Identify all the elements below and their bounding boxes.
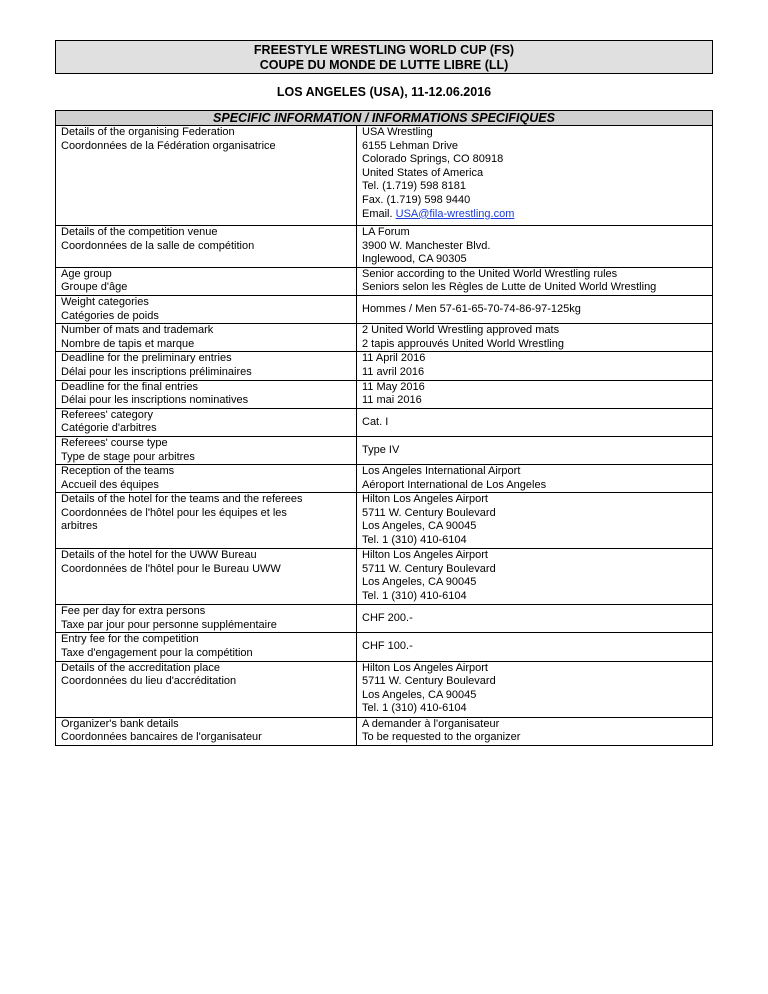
label-fr: Coordonnées de la Fédération organisatrice xyxy=(61,139,276,152)
label-fr: Catégorie d'arbitres xyxy=(61,422,157,435)
value-line: Hilton Los Angeles Airport xyxy=(362,661,488,674)
value-line: 11 avril 2016 xyxy=(362,365,425,378)
value-line: 5711 W. Century Boulevard xyxy=(362,506,496,519)
value-line: Tel. 1 (310) 410-6104 xyxy=(362,702,467,715)
label-fr: Coordonnées du lieu d'accréditation xyxy=(61,675,237,688)
table-row xyxy=(56,380,713,408)
row-value xyxy=(357,226,713,268)
label-en: Referees' course type xyxy=(61,436,168,449)
value-line: Aéroport International de Los Angeles xyxy=(362,478,547,491)
value-line: 11 mai 2016 xyxy=(362,394,422,407)
row-value xyxy=(357,717,713,745)
value-line: Tel. 1 (310) 410-6104 xyxy=(362,590,467,603)
table-row xyxy=(56,493,713,549)
value-line: Cat. I xyxy=(362,415,389,428)
table-row xyxy=(56,295,713,323)
row-value xyxy=(357,633,713,661)
label-fr: Accueil des équipes xyxy=(61,478,159,491)
table-row xyxy=(56,352,713,380)
row-value xyxy=(357,267,713,295)
row-label xyxy=(56,324,357,352)
row-label xyxy=(56,633,357,661)
label-fr: Délai pour les inscriptions préliminaires xyxy=(61,365,252,378)
row-label xyxy=(56,493,357,549)
value-line: Los Angeles, CA 90045 xyxy=(362,520,477,533)
value-line: Tel. 1 (310) 410-6104 xyxy=(362,534,467,547)
value-line: Los Angeles, CA 90045 xyxy=(362,688,477,701)
value-line: 6155 Lehman Drive xyxy=(362,139,459,152)
value-line: CHF 100.- xyxy=(362,640,413,653)
value-line: Type IV xyxy=(362,443,400,456)
label-en: Age group xyxy=(61,267,112,280)
value-line: 11 April 2016 xyxy=(362,352,426,365)
document-title-box xyxy=(55,40,713,74)
value-line: 11 May 2016 xyxy=(362,380,425,393)
row-label xyxy=(56,605,357,633)
label-en: Details of the hotel for the teams and the referees xyxy=(61,493,303,506)
table-row xyxy=(56,408,713,436)
section-header: SPECIFIC INFORMATION / INFORMATIONS SPECIFIQUES xyxy=(55,110,713,126)
row-value xyxy=(357,295,713,323)
label-fr: Coordonnées bancaires de l'organisateur xyxy=(61,731,262,744)
label-fr: Taxe par jour pour personne supplémentaire xyxy=(61,618,277,631)
value-line: Colorado Springs, CO 80918 xyxy=(362,153,504,166)
row-label xyxy=(56,661,357,717)
table-row xyxy=(56,126,713,226)
row-value xyxy=(357,126,713,226)
value-line: 5711 W. Century Boulevard xyxy=(362,562,496,575)
label-en: Reception of the teams xyxy=(61,465,175,478)
info-table xyxy=(55,125,713,746)
label-fr: Groupe d'âge xyxy=(61,281,128,294)
value-line: Fax. (1.719) 598 9440 xyxy=(362,193,471,206)
label-fr: Nombre de tapis et marque xyxy=(61,337,195,350)
table-row xyxy=(56,324,713,352)
label-fr: Type de stage pour arbitres xyxy=(61,450,195,463)
event-location-date: LOS ANGELES (USA), 11-12.06.2016 xyxy=(276,85,492,99)
title-line-1: FREESTYLE WRESTLING WORLD CUP (FS) xyxy=(253,43,515,57)
table-row xyxy=(56,633,713,661)
value-line: Los Angeles, CA 90045 xyxy=(362,576,477,589)
value-line: Inglewood, CA 90305 xyxy=(362,253,467,266)
row-label xyxy=(56,226,357,268)
row-value xyxy=(357,352,713,380)
label-fr: Taxe d'engagement pour la compétition xyxy=(61,647,253,660)
value-line: Tel. (1.719) 598 8181 xyxy=(362,180,466,193)
value-line: Seniors selon les Règles de Lutte de United World Wrestling xyxy=(362,281,657,294)
label-fr: Catégories de poids xyxy=(61,309,159,322)
label-en: Organizer's bank details xyxy=(61,717,179,730)
row-label xyxy=(56,352,357,380)
row-label xyxy=(56,408,357,436)
label-en: Details of the competition venue xyxy=(61,226,218,238)
label-en: Entry fee for the competition xyxy=(61,633,199,646)
row-label xyxy=(56,436,357,464)
label-fr: Coordonnées de l'hôtel pour les équipes et les xyxy=(61,506,287,519)
row-value xyxy=(357,380,713,408)
label-en: Details of the hotel for the UWW Bureau xyxy=(61,549,257,562)
value-line: 2 United World Wrestling approved mats xyxy=(362,324,560,337)
label-en: Deadline for the preliminary entries xyxy=(61,352,232,365)
value-line: Los Angeles International Airport xyxy=(362,465,521,478)
value-line: LA Forum xyxy=(362,226,410,238)
value-line: CHF 200.- xyxy=(362,612,413,625)
row-value xyxy=(357,436,713,464)
row-label xyxy=(56,380,357,408)
value-line: Hilton Los Angeles Airport xyxy=(362,549,488,562)
row-value xyxy=(357,549,713,605)
value-line: Hommes / Men 57-61-65-70-74-86-97-125kg xyxy=(362,302,581,315)
table-row xyxy=(56,605,713,633)
row-value xyxy=(357,324,713,352)
label-en: Deadline for the final entries xyxy=(61,380,198,393)
label-en: Referees' category xyxy=(61,408,153,421)
table-row xyxy=(56,549,713,605)
row-label xyxy=(56,267,357,295)
table-row xyxy=(56,661,713,717)
table-row xyxy=(56,436,713,464)
table-row xyxy=(56,267,713,295)
title-line-2: COUPE DU MONDE DE LUTTE LIBRE (LL) xyxy=(259,58,509,72)
value-line: Senior according to the United World Wrestling rules xyxy=(362,267,618,280)
label-en: Details of the organising Federation xyxy=(61,126,235,138)
row-value xyxy=(357,661,713,717)
value-line: 5711 W. Century Boulevard xyxy=(362,675,496,688)
value-line: 2 tapis approuvés United World Wrestling xyxy=(362,337,564,350)
value-line: 3900 W. Manchester Blvd. xyxy=(362,239,491,252)
table-row xyxy=(56,465,713,493)
email-link[interactable]: USA@fila-wrestling.com xyxy=(395,207,515,220)
row-label xyxy=(56,126,357,226)
row-label xyxy=(56,465,357,493)
label-en: Fee per day for extra persons xyxy=(61,605,206,618)
value-line: USA Wrestling xyxy=(362,126,433,138)
table-row xyxy=(56,717,713,745)
label-fr: arbitres xyxy=(61,520,98,533)
label-fr: Coordonnées de la salle de compétition xyxy=(61,239,255,252)
label-en: Weight categories xyxy=(61,295,149,308)
row-value xyxy=(357,605,713,633)
label-en: Number of mats and trademark xyxy=(61,324,214,337)
label-fr: Coordonnées de l'hôtel pour le Bureau UWW xyxy=(61,562,281,575)
value-line: United States of America xyxy=(362,166,484,179)
row-label xyxy=(56,549,357,605)
table-row xyxy=(56,226,713,268)
row-value xyxy=(357,408,713,436)
value-line: A demander à l'organisateur xyxy=(362,717,500,730)
row-label xyxy=(56,717,357,745)
value-line: Hilton Los Angeles Airport xyxy=(362,493,488,506)
email-line xyxy=(362,208,707,222)
email-prefix: Email. xyxy=(362,207,396,220)
label-en: Details of the accreditation place xyxy=(61,661,220,674)
value-line: To be requested to the organizer xyxy=(362,731,521,744)
row-value xyxy=(357,493,713,549)
row-value xyxy=(357,465,713,493)
label-fr: Délai pour les inscriptions nominatives xyxy=(61,394,249,407)
row-label xyxy=(56,295,357,323)
